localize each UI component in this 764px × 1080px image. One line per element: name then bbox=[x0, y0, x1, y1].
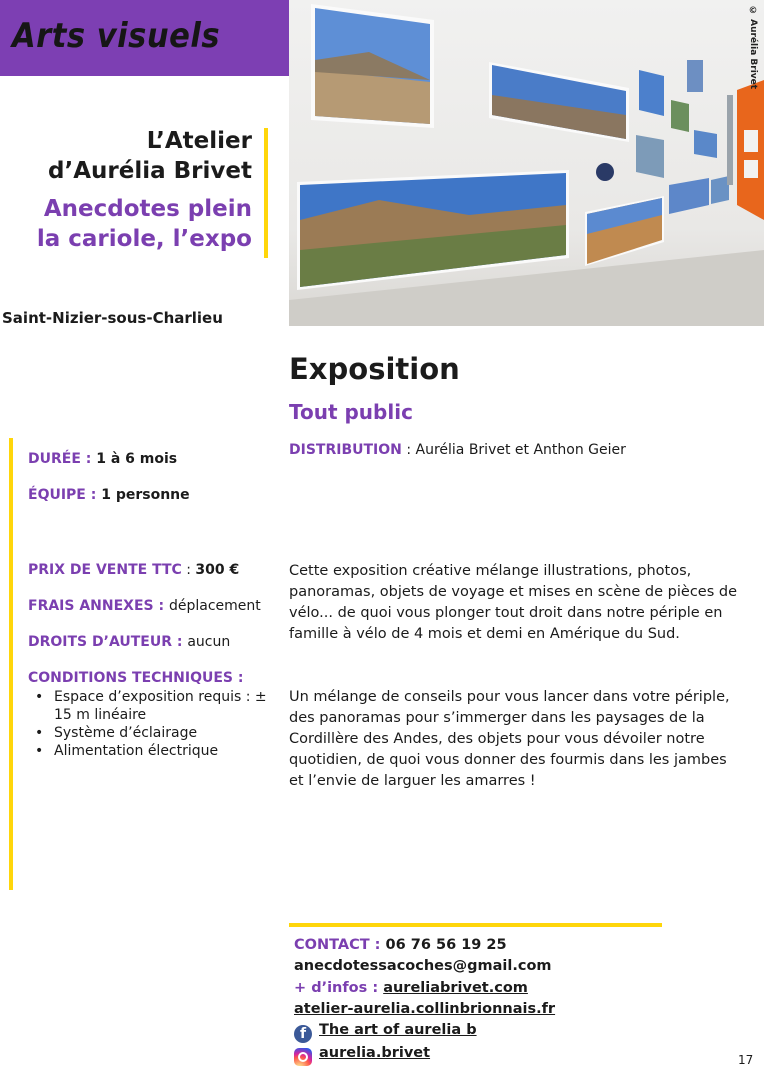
page-number: 17 bbox=[738, 1053, 754, 1067]
conditions-block bbox=[28, 670, 278, 760]
description-paragraph: Un mélange de conseils pour vous lancer dans votre périple, des panoramas pour s’immerger dans les paysages de la Cordillère des Andes, des objets pour vous dévoiler notre quotidien, de quoi vous donner des fourmis dans les jambes et l’envie de larguer les amarres ! bbox=[289, 689, 730, 789]
subtitle-line-1: Anecdotes plein bbox=[43, 196, 252, 222]
contact-phone[interactable]: 06 76 56 19 25 bbox=[385, 937, 507, 953]
infos-label: + d’infos : bbox=[294, 980, 384, 996]
duree-label: DURÉE : bbox=[28, 451, 97, 467]
list-item: • Système d’éclairage bbox=[28, 724, 278, 742]
title-block bbox=[37, 126, 252, 254]
contact-phone-row bbox=[294, 937, 507, 953]
category-band bbox=[0, 0, 289, 76]
equipe-row bbox=[28, 487, 278, 503]
equipe-label: ÉQUIPE : bbox=[28, 487, 102, 503]
list-item: • Alimentation électrique bbox=[28, 742, 278, 760]
distribution bbox=[289, 442, 626, 458]
subtitle-line-2: la cariole, l’expo bbox=[36, 226, 252, 252]
website-link-2[interactable]: atelier-aurelia.collinbrionnais.fr bbox=[294, 1001, 556, 1017]
instagram-icon[interactable] bbox=[294, 1048, 312, 1066]
title-accent-bar bbox=[264, 128, 268, 258]
frais-label: FRAIS ANNEXES : bbox=[28, 598, 169, 614]
facebook-link[interactable]: The art of aurelia b bbox=[319, 1022, 477, 1038]
title-line-2: d’Aurélia Brivet bbox=[48, 158, 252, 184]
droits-label: DROITS D’AUTEUR : bbox=[28, 634, 188, 650]
frais-value: déplacement bbox=[168, 598, 261, 614]
section-heading: Exposition bbox=[289, 352, 460, 386]
prix-label: PRIX DE VENTE TTC bbox=[28, 562, 182, 578]
photo-credit: © Aurélia Brivet bbox=[748, 6, 758, 90]
frais-row bbox=[28, 598, 278, 614]
contact-accent-bar bbox=[289, 923, 662, 927]
facebook-icon[interactable]: f bbox=[294, 1025, 312, 1043]
details-accent-bar bbox=[9, 438, 13, 890]
contact-email[interactable]: anecdotessacoches@gmail.com bbox=[294, 958, 552, 974]
prix-value: 300 € bbox=[195, 562, 240, 578]
prix-row bbox=[28, 562, 278, 578]
exhibition-photo-icon bbox=[289, 0, 764, 326]
list-item: • Espace d’exposition requis : ± 15 m linéaire bbox=[28, 688, 278, 724]
prix-separator: : bbox=[181, 562, 196, 578]
equipe-value: 1 personne bbox=[101, 487, 190, 503]
title-line-1: L’Atelier bbox=[146, 128, 252, 154]
description-paragraph: Cette exposition créative mélange illustrations, photos, panoramas, objets de voyage et mises en scène de pièces de vélo... de quoi vous plonger tout droit dans notre périple en famille à vélo de 4 mois et demi en Amérique du Sud. bbox=[289, 563, 738, 642]
location: Saint-Nizier-sous-Charlieu bbox=[2, 309, 223, 327]
conditions-label: CONDITIONS TECHNIQUES : bbox=[28, 670, 244, 686]
duree-value: 1 à 6 mois bbox=[96, 451, 178, 467]
droits-value: aucun bbox=[187, 634, 231, 650]
duree-row bbox=[28, 451, 278, 467]
distribution-value: : Aurélia Brivet et Anthon Geier bbox=[401, 442, 626, 458]
infos-row bbox=[294, 980, 528, 996]
distribution-label: DISTRIBUTION bbox=[289, 442, 402, 458]
website-link-1[interactable]: aureliabrivet.com bbox=[383, 980, 528, 996]
exhibition-photo bbox=[289, 0, 764, 326]
droits-row bbox=[28, 634, 278, 650]
conditions-list bbox=[28, 688, 278, 760]
contact-label: CONTACT : bbox=[294, 937, 386, 953]
instagram-link[interactable]: aurelia.brivet bbox=[319, 1045, 431, 1061]
category-title: Arts visuels bbox=[12, 16, 221, 56]
audience: Tout public bbox=[289, 400, 413, 424]
